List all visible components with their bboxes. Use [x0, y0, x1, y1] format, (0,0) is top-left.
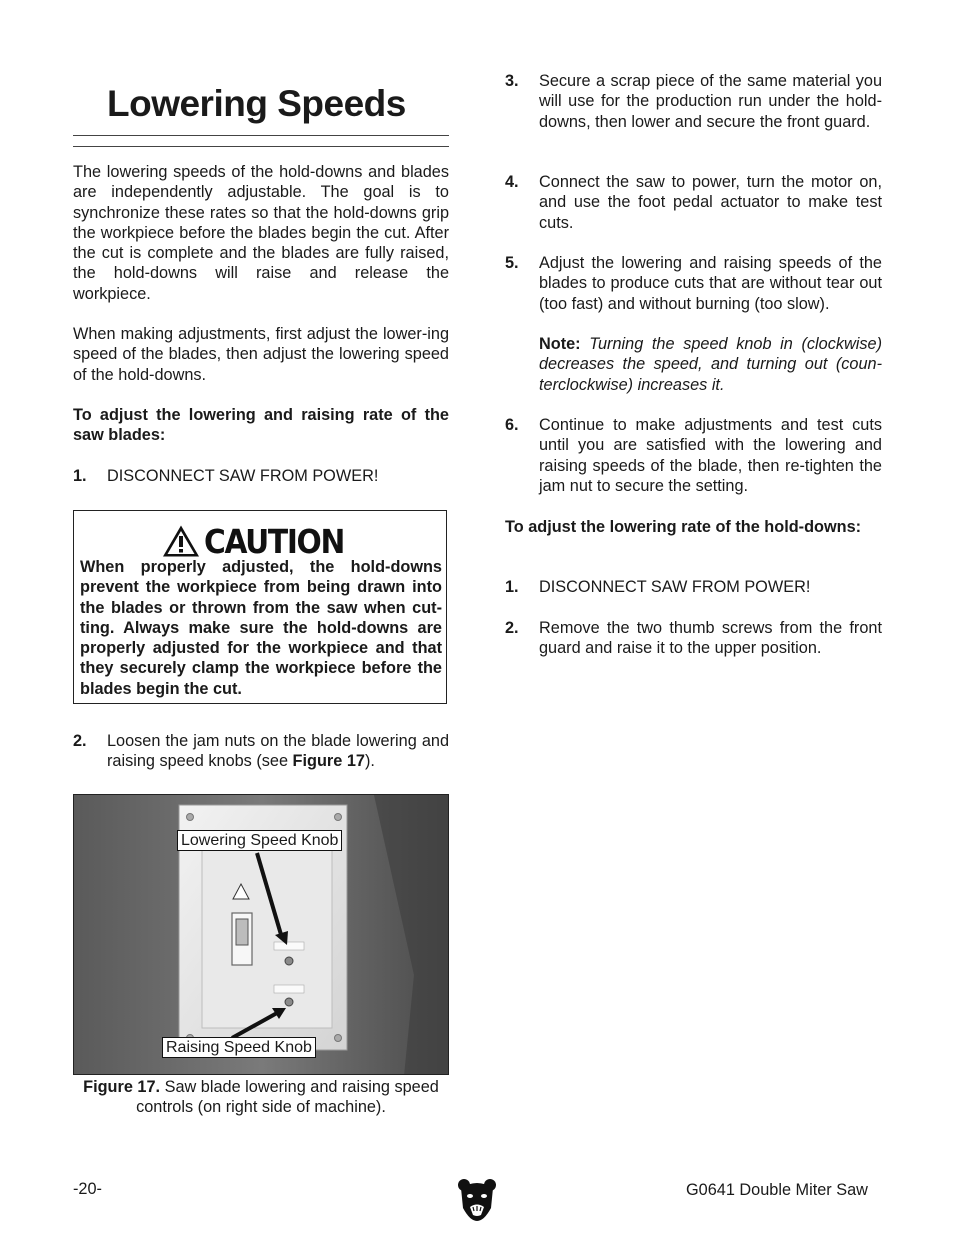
raising-speed-knob-callout: Raising Speed Knob: [162, 1037, 316, 1058]
figure-caption: [73, 1077, 449, 1118]
caution-header: [162, 521, 360, 561]
blades-step-3: [505, 71, 882, 132]
figure-reference: Figure 17: [292, 752, 365, 771]
title-rule-bottom: [73, 146, 449, 147]
step-number: 2.: [73, 732, 87, 750]
speed-knob-note: [505, 334, 882, 395]
lowering-speed-knob-callout: Lowering Speed Knob: [177, 830, 342, 851]
note-text: [539, 334, 882, 395]
step-text-part: Loosen the jam nuts on the blade lowering and raising speed knobs (see: [107, 732, 449, 771]
blades-step-6: [505, 415, 882, 496]
step-text: Adjust the lowering and raising speeds of the blades to produce cuts that are without tear out (too fast) and without burning (too slow).: [539, 254, 882, 313]
note-body: Turning the speed knob in (clockwise) decreases the speed, and turning out (coun-terclockwise) increases it.: [539, 335, 882, 394]
step-number: 1.: [73, 467, 87, 485]
blades-step-2: [73, 731, 449, 772]
blades-section-heading: To adjust the lowering and raising rate of the saw blades:: [73, 406, 449, 445]
step-number: 1.: [505, 578, 519, 596]
model-name: G0641 Double Miter Saw: [686, 1181, 868, 1199]
step-text: Continue to make adjustments and test cuts until you are satisfied with the lowering and raising speeds of the blade, then re-tighten the jam nut to secure the setting.: [539, 416, 882, 495]
holddowns-step-2: [505, 618, 882, 659]
blades-step-4: [505, 172, 882, 233]
bear-logo-icon: [457, 1178, 497, 1222]
holddowns-section-heading: To adjust the lowering rate of the hold-downs:: [505, 518, 862, 536]
holddowns-step-1: [505, 577, 882, 597]
step-number: 6.: [505, 416, 519, 434]
step-number: 5.: [505, 254, 519, 272]
intro-paragraph-1: The lowering speeds of the hold-downs and blades are independently adjustable. The goal is to synchronize these rates so that the hold-downs grip the workpiece before the blades begin the cut. After the cut is complete and the blades are fully raised, the hold-downs will raise and release the workpiece.: [73, 163, 449, 303]
step-text-part: ).: [364, 752, 375, 771]
page-number: -20-: [73, 1180, 102, 1198]
step-text: DISCONNECT SAW FROM POWER!: [107, 467, 379, 485]
caution-text: When properly adjusted, the hold-downs prevent the workpiece from being drawn into the blades or thrown from the saw when cut-ting. Always make sure the hold-downs are properly adjusted for the workpiece and that they securely clamp the workpiece before the blades begin the cut.: [80, 558, 442, 698]
step-text: [107, 731, 449, 772]
intro-paragraph-2: When making adjustments, first adjust the lower-ing speed of the blades, then adjust the lowering speed of the hold-downs.: [73, 325, 449, 384]
note-label: Note:: [539, 335, 581, 353]
step-text: Remove the two thumb screws from the front guard and raise it to the upper position.: [539, 619, 882, 658]
step-text: Secure a scrap piece of the same material you will use for the production run under the hold-downs, then lower and secure the front guard.: [539, 72, 882, 131]
page-title: Lowering Speeds: [107, 83, 406, 124]
figure-caption-label: Figure 17.: [83, 1078, 161, 1096]
blades-step-5: [505, 253, 882, 314]
blades-step-1: [73, 466, 449, 486]
figure-17-photo: [73, 794, 449, 1075]
step-number: 3.: [505, 72, 519, 90]
figure-caption-text: Saw blade lowering and raising speed controls (on right side of machine).: [136, 1078, 439, 1117]
warning-triangle-icon: [162, 524, 200, 558]
step-number: 2.: [505, 619, 519, 637]
caution-title: CAUTION: [204, 521, 344, 561]
step-number: 4.: [505, 173, 519, 191]
step-text: Connect the saw to power, turn the motor on, and use the foot pedal actuator to make test cuts.: [539, 173, 882, 232]
step-text: DISCONNECT SAW FROM POWER!: [539, 578, 811, 596]
caution-box: [73, 510, 447, 704]
title-rule-top: [73, 135, 449, 136]
